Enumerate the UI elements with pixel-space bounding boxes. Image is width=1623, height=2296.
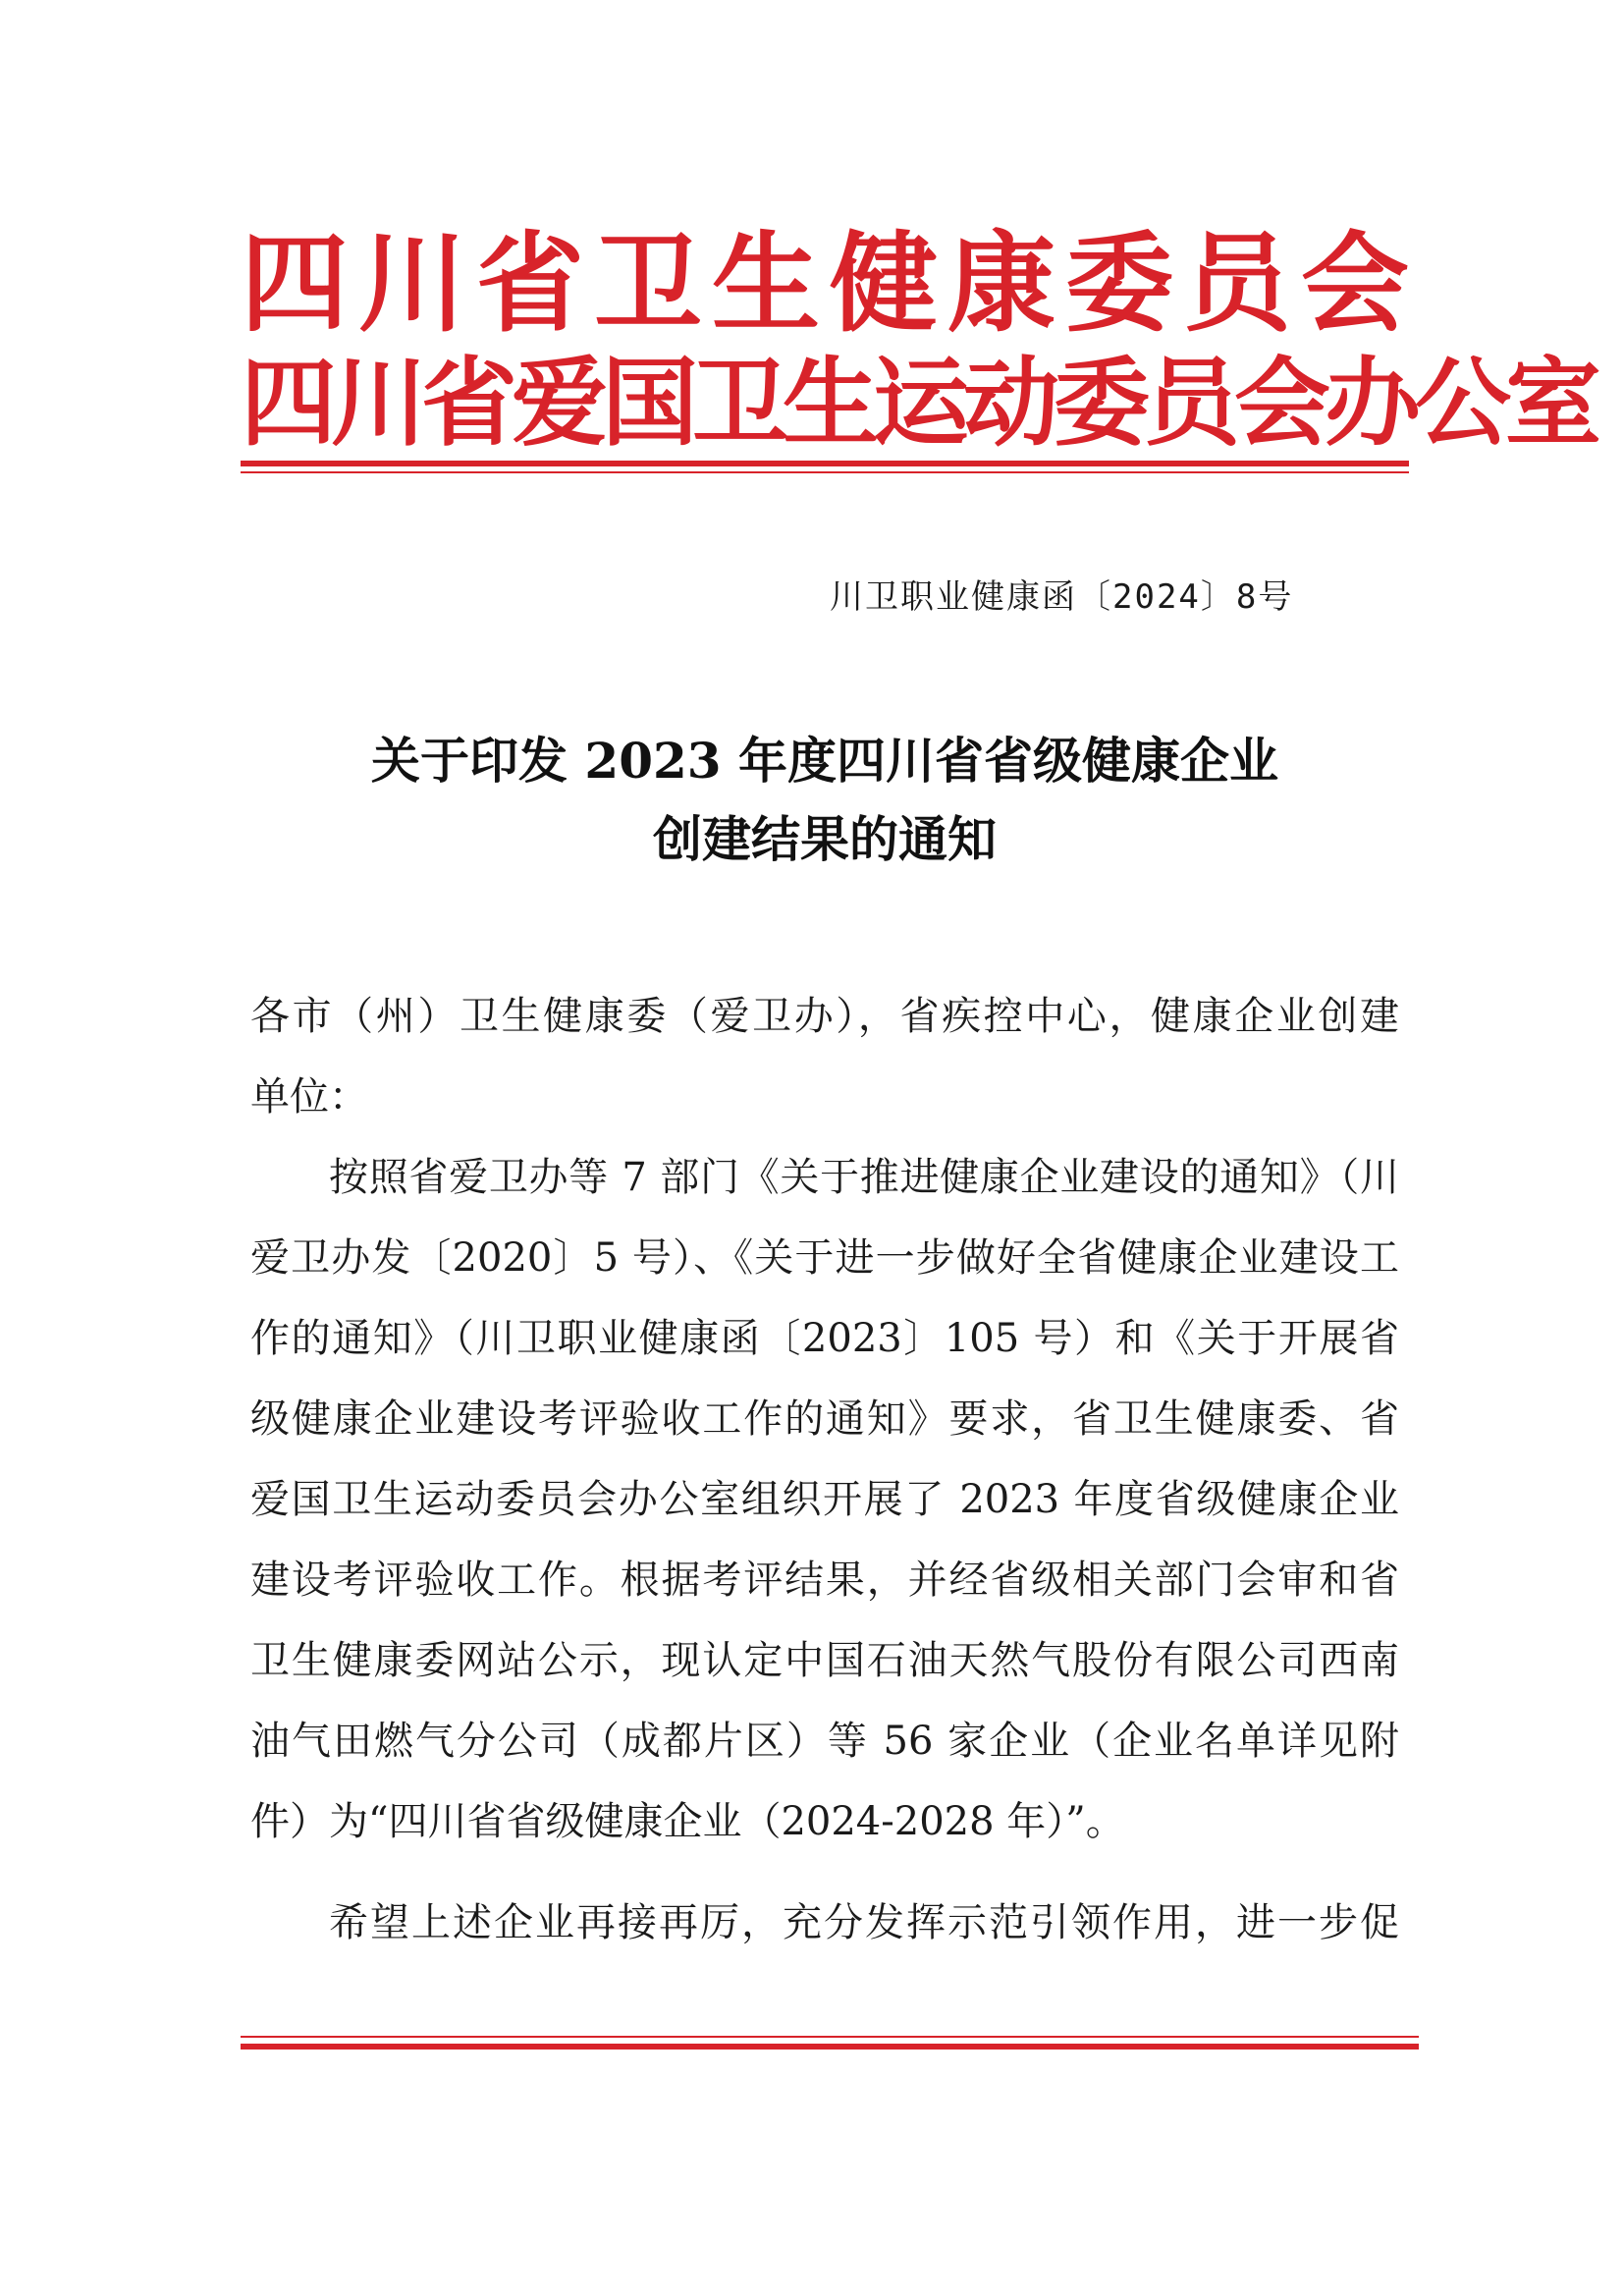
body-line: 希望上述企业再接再厉，充分发挥示范引领作用，进一步促	[329, 1900, 1399, 1945]
letterhead-line-1: 四川省卫生健康委员会	[241, 220, 1409, 347]
body-line: 作的通知》（川卫职业健康函〔2023〕105 号）和《关于开展省	[250, 1316, 1399, 1361]
letterhead-rule-thin	[241, 471, 1409, 473]
body-line: 各市（州）卫生健康委（爱卫办），省疾控中心，健康企业创建	[250, 994, 1399, 1039]
letterhead-rule-thick	[241, 461, 1409, 466]
document-number: 川卫职业健康函〔2024〕8号	[830, 577, 1294, 617]
body-line: 件）为“四川省省级健康企业（2024-2028 年）”。	[250, 1799, 1125, 1844]
letterhead-line-2: 四川省爱国卫生运动委员会办公室	[241, 347, 1596, 460]
footer-rule-thin	[241, 2036, 1419, 2038]
document-title-line-2: 创建结果的通知	[653, 810, 997, 868]
body-line: 油气田燃气分公司（成都片区）等 56 家企业（企业名单详见附	[250, 1719, 1399, 1764]
body-line: 级健康企业建设考评验收工作的通知》要求，省卫生健康委、省	[250, 1396, 1399, 1442]
body-line: 爱卫办发〔2020〕5 号）、《关于进一步做好全省健康企业建设工	[250, 1235, 1399, 1281]
body-line: 爱国卫生运动委员会办公室组织开展了 2023 年度省级健康企业	[250, 1477, 1399, 1522]
body-line: 卫生健康委网站公示，现认定中国石油天然气股份有限公司西南	[250, 1638, 1399, 1683]
body-line: 单位：	[250, 1074, 368, 1120]
body-line: 按照省爱卫办等 7 部门《关于推进健康企业建设的通知》（川	[329, 1155, 1399, 1200]
footer-rule-thick	[241, 2044, 1419, 2050]
document-title-line-1: 关于印发 2023 年度四川省省级健康企业	[371, 732, 1278, 790]
body-line: 建设考评验收工作。根据考评结果，并经省级相关部门会审和省	[250, 1558, 1399, 1603]
